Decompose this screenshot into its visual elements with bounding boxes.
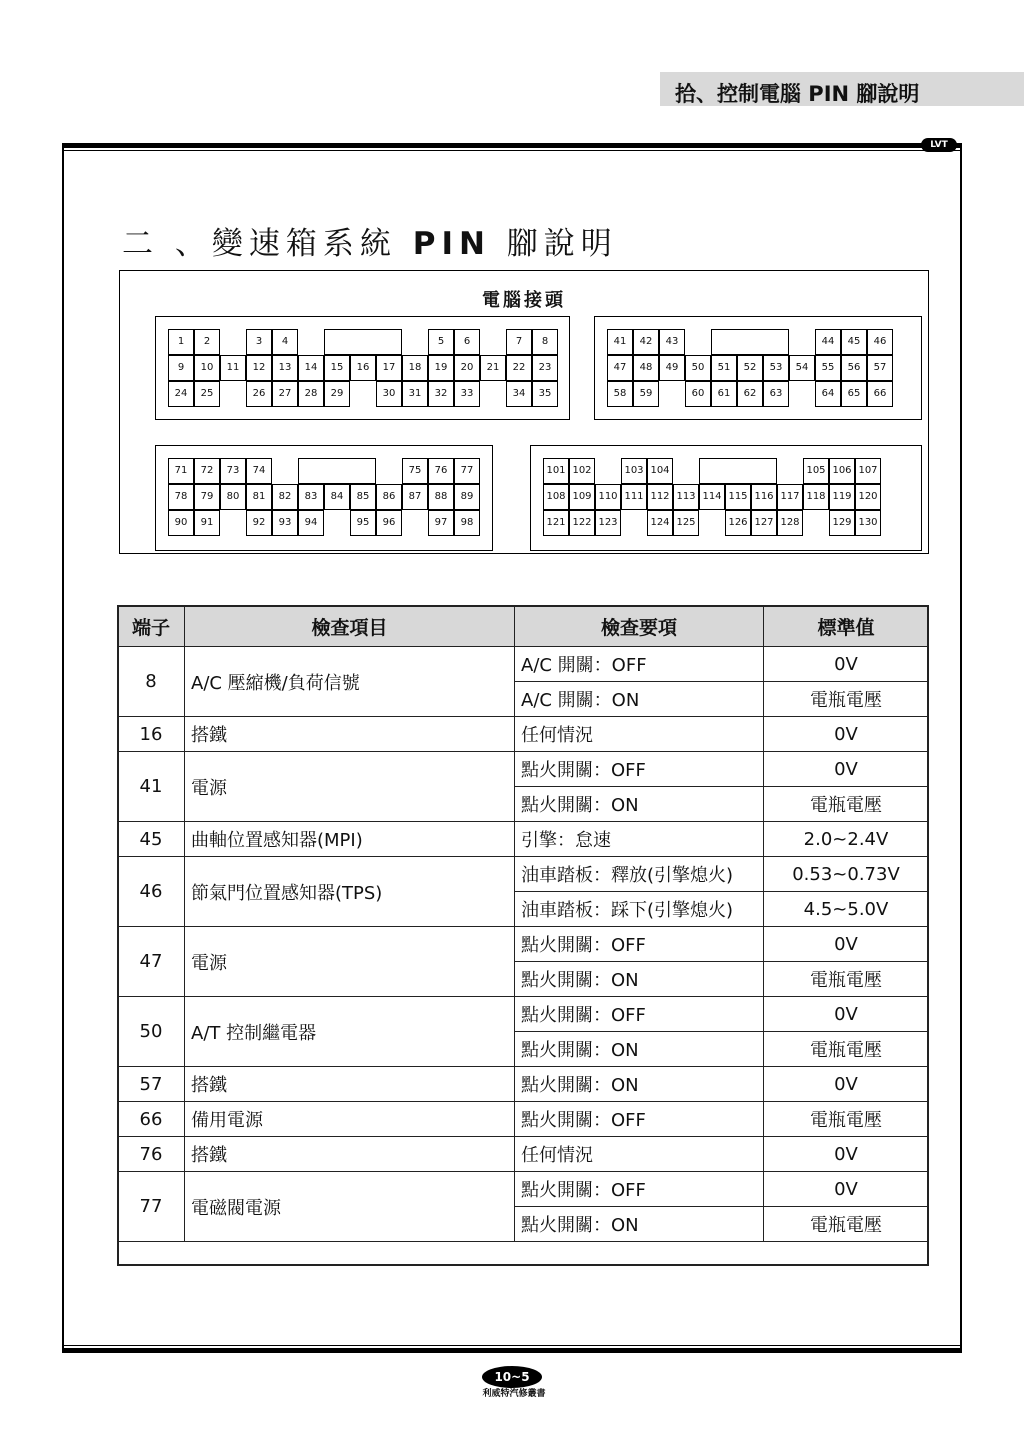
pin-cell: 124 xyxy=(647,510,673,536)
pin-cell: 47 xyxy=(607,355,633,381)
cell-condition: 引擎：怠速 xyxy=(515,822,764,857)
pin-cell: 30 xyxy=(376,381,402,407)
pin-cell: 105 xyxy=(803,458,829,484)
pin-cell: 8 xyxy=(532,329,558,355)
pin-cell: 117 xyxy=(777,484,803,510)
pin-cell: 4 xyxy=(272,329,298,355)
pin-blank-area xyxy=(711,329,789,355)
pin-cell: 62 xyxy=(737,381,763,407)
cell-value: 0V xyxy=(764,1067,929,1102)
pin-cell: 21 xyxy=(480,355,506,381)
pin-cell: 113 xyxy=(673,484,699,510)
cell-value: 0V xyxy=(764,1137,929,1172)
cell-pin: 8 xyxy=(118,647,185,717)
cell-pin: 46 xyxy=(118,857,185,927)
cell-pin: 50 xyxy=(118,997,185,1067)
cell-pin: 47 xyxy=(118,927,185,997)
pin-cell: 75 xyxy=(402,458,428,484)
pin-cell: 112 xyxy=(647,484,673,510)
pin-cell: 104 xyxy=(647,458,673,484)
pin-cell: 32 xyxy=(428,381,454,407)
section-title-suffix: 腳說明 xyxy=(490,226,618,262)
top-rule xyxy=(62,143,962,148)
pin-cell: 61 xyxy=(711,381,737,407)
table-row xyxy=(118,1172,929,1207)
pin-cell: 66 xyxy=(867,381,893,407)
pin-cell: 123 xyxy=(595,510,621,536)
pin-cell: 43 xyxy=(659,329,685,355)
pin-cell: 119 xyxy=(829,484,855,510)
cell-value: 0V xyxy=(764,997,929,1032)
cell-condition: 點火開關：OFF xyxy=(515,1172,764,1207)
cell-value: 0V xyxy=(764,927,929,962)
pin-cell: 106 xyxy=(829,458,855,484)
cell-condition: 點火開關：ON xyxy=(515,1067,764,1102)
connector-block-d xyxy=(530,445,922,551)
pin-cell: 108 xyxy=(543,484,569,510)
section-title-prefix: 二 、變速箱系統 xyxy=(122,226,413,262)
pin-cell: 77 xyxy=(454,458,480,484)
pin-cell: 65 xyxy=(841,381,867,407)
pin-cell: 6 xyxy=(454,329,480,355)
pin-cell: 58 xyxy=(607,381,633,407)
pin-cell: 118 xyxy=(803,484,829,510)
pin-cell: 86 xyxy=(376,484,402,510)
cell-pin: 77 xyxy=(118,1172,185,1242)
pin-cell: 110 xyxy=(595,484,621,510)
table-row xyxy=(118,927,929,962)
pin-cell: 128 xyxy=(777,510,803,536)
header-pin: 端子 xyxy=(118,606,185,647)
pin-cell: 9 xyxy=(168,355,194,381)
pin-cell: 49 xyxy=(659,355,685,381)
pin-cell: 42 xyxy=(633,329,659,355)
connector-diagram xyxy=(119,270,929,554)
connector-title: 電腦接頭 xyxy=(482,290,566,311)
pin-cell: 63 xyxy=(763,381,789,407)
table-row xyxy=(118,1067,929,1102)
header-cond: 檢查要項 xyxy=(515,606,764,647)
pin-cell: 17 xyxy=(376,355,402,381)
header-value: 標準值 xyxy=(764,606,929,647)
cell-value: 4.5~5.0V xyxy=(764,892,929,927)
section-title xyxy=(122,218,618,263)
pin-spec-table xyxy=(117,605,929,1242)
publisher: 利威特汽修叢書 xyxy=(482,1389,546,1399)
pin-cell: 96 xyxy=(376,510,402,536)
pin-cell: 107 xyxy=(855,458,881,484)
pin-cell: 15 xyxy=(324,355,350,381)
pin-cell: 78 xyxy=(168,484,194,510)
pin-cell: 114 xyxy=(699,484,725,510)
table-row xyxy=(118,857,929,892)
pin-blank-area xyxy=(298,458,376,484)
cell-item: 電磁閥電源 xyxy=(185,1172,515,1242)
pin-cell: 54 xyxy=(789,355,815,381)
pin-cell: 10 xyxy=(194,355,220,381)
cell-value: 電瓶電壓 xyxy=(764,962,929,997)
section-title-pin: PIN xyxy=(412,226,491,262)
cell-condition: 油車踏板：釋放(引擎熄火) xyxy=(515,857,764,892)
pin-cell: 56 xyxy=(841,355,867,381)
pin-cell: 72 xyxy=(194,458,220,484)
pin-cell: 120 xyxy=(855,484,881,510)
cell-condition: 點火開關：OFF xyxy=(515,997,764,1032)
pin-blank-area xyxy=(324,329,402,355)
cell-item: 搭鐵 xyxy=(185,1137,515,1172)
cell-condition: 點火開關：ON xyxy=(515,1032,764,1067)
header-item: 檢查項目 xyxy=(185,606,515,647)
pin-cell: 2 xyxy=(194,329,220,355)
pin-cell: 50 xyxy=(685,355,711,381)
table-row xyxy=(118,647,929,682)
cell-pin: 57 xyxy=(118,1067,185,1102)
pin-cell: 1 xyxy=(168,329,194,355)
pin-cell: 74 xyxy=(246,458,272,484)
pin-cell: 84 xyxy=(324,484,350,510)
pin-cell: 80 xyxy=(220,484,246,510)
pin-cell: 46 xyxy=(867,329,893,355)
pin-cell: 76 xyxy=(428,458,454,484)
pin-cell: 88 xyxy=(428,484,454,510)
pin-cell: 115 xyxy=(725,484,751,510)
pin-cell: 24 xyxy=(168,381,194,407)
pin-cell: 45 xyxy=(841,329,867,355)
pin-cell: 23 xyxy=(532,355,558,381)
cell-pin: 45 xyxy=(118,822,185,857)
pin-cell: 19 xyxy=(428,355,454,381)
pin-cell: 12 xyxy=(246,355,272,381)
pin-cell: 55 xyxy=(815,355,841,381)
pin-cell: 64 xyxy=(815,381,841,407)
cell-condition: A/C 開關：ON xyxy=(515,682,764,717)
pin-cell: 90 xyxy=(168,510,194,536)
cell-value: 0V xyxy=(764,647,929,682)
pin-cell: 101 xyxy=(543,458,569,484)
pin-cell: 130 xyxy=(855,510,881,536)
connector-block-c xyxy=(155,445,493,551)
pin-cell: 83 xyxy=(298,484,324,510)
pin-cell: 87 xyxy=(402,484,428,510)
cell-value: 電瓶電壓 xyxy=(764,682,929,717)
logo: LVT xyxy=(921,138,957,152)
pin-cell: 89 xyxy=(454,484,480,510)
pin-cell: 22 xyxy=(506,355,532,381)
pin-cell: 129 xyxy=(829,510,855,536)
pin-cell: 121 xyxy=(543,510,569,536)
pin-cell: 41 xyxy=(607,329,633,355)
pin-cell: 27 xyxy=(272,381,298,407)
bottom-rule-thin xyxy=(62,1345,962,1346)
cell-value: 電瓶電壓 xyxy=(764,1032,929,1067)
pin-cell: 31 xyxy=(402,381,428,407)
pin-cell: 98 xyxy=(454,510,480,536)
table-row xyxy=(118,1137,929,1172)
pin-cell: 94 xyxy=(298,510,324,536)
pin-cell: 53 xyxy=(763,355,789,381)
pin-cell: 79 xyxy=(194,484,220,510)
table-row xyxy=(118,1102,929,1137)
pin-cell: 7 xyxy=(506,329,532,355)
bottom-rule xyxy=(62,1348,962,1353)
cell-pin: 66 xyxy=(118,1102,185,1137)
pin-cell: 16 xyxy=(350,355,376,381)
cell-value: 0V xyxy=(764,752,929,787)
cell-condition: 任何情況 xyxy=(515,717,764,752)
cell-value: 0V xyxy=(764,1172,929,1207)
pin-cell: 71 xyxy=(168,458,194,484)
top-rule-thin xyxy=(62,150,962,151)
pin-cell: 14 xyxy=(298,355,324,381)
cell-value: 0V xyxy=(764,717,929,752)
pin-cell: 52 xyxy=(737,355,763,381)
pin-cell: 103 xyxy=(621,458,647,484)
cell-value: 電瓶電壓 xyxy=(764,1102,929,1137)
cell-condition: A/C 開關：OFF xyxy=(515,647,764,682)
connector-block-b xyxy=(594,316,922,420)
cell-item: 電源 xyxy=(185,752,515,822)
page-number: 10~5 xyxy=(482,1366,542,1388)
connector-block-a xyxy=(155,316,570,420)
cell-condition: 油車踏板：踩下(引擎熄火) xyxy=(515,892,764,927)
cell-item: 節氣門位置感知器(TPS) xyxy=(185,857,515,927)
cell-condition: 點火開關：OFF xyxy=(515,927,764,962)
pin-cell: 82 xyxy=(272,484,298,510)
pin-cell: 29 xyxy=(324,381,350,407)
cell-item: 搭鐵 xyxy=(185,1067,515,1102)
pin-cell: 92 xyxy=(246,510,272,536)
cell-value: 電瓶電壓 xyxy=(764,787,929,822)
cell-condition: 點火開關：ON xyxy=(515,962,764,997)
pin-cell: 26 xyxy=(246,381,272,407)
chapter-title: 拾、控制電腦 PIN 腳說明 xyxy=(675,82,920,106)
pin-cell: 116 xyxy=(751,484,777,510)
cell-item: A/C 壓縮機/負荷信號 xyxy=(185,647,515,717)
table-row xyxy=(118,752,929,787)
table-row xyxy=(118,717,929,752)
pin-cell: 93 xyxy=(272,510,298,536)
cell-value: 0.53~0.73V xyxy=(764,857,929,892)
left-border xyxy=(62,148,64,1350)
table-body xyxy=(118,647,929,1242)
pin-cell: 85 xyxy=(350,484,376,510)
pin-cell: 44 xyxy=(815,329,841,355)
right-border xyxy=(960,148,962,1350)
cell-item: 曲軸位置感知器(MPI) xyxy=(185,822,515,857)
cell-condition: 點火開關：ON xyxy=(515,1207,764,1242)
cell-condition: 點火開關：OFF xyxy=(515,1102,764,1137)
pin-cell: 33 xyxy=(454,381,480,407)
pin-cell: 20 xyxy=(454,355,480,381)
table-row xyxy=(118,997,929,1032)
pin-cell: 95 xyxy=(350,510,376,536)
pin-cell: 126 xyxy=(725,510,751,536)
cell-condition: 點火開關：OFF xyxy=(515,752,764,787)
pin-cell: 102 xyxy=(569,458,595,484)
pin-cell: 13 xyxy=(272,355,298,381)
pin-cell: 122 xyxy=(569,510,595,536)
pin-cell: 3 xyxy=(246,329,272,355)
pin-cell: 97 xyxy=(428,510,454,536)
table-row xyxy=(118,822,929,857)
pin-cell: 127 xyxy=(751,510,777,536)
pin-cell: 35 xyxy=(532,381,558,407)
pin-cell: 28 xyxy=(298,381,324,407)
pin-cell: 81 xyxy=(246,484,272,510)
pin-cell: 51 xyxy=(711,355,737,381)
cell-item: 備用電源 xyxy=(185,1102,515,1137)
pin-cell: 60 xyxy=(685,381,711,407)
cell-pin: 41 xyxy=(118,752,185,822)
cell-value: 電瓶電壓 xyxy=(764,1207,929,1242)
cell-pin: 76 xyxy=(118,1137,185,1172)
cell-condition: 任何情況 xyxy=(515,1137,764,1172)
cell-item: 電源 xyxy=(185,927,515,997)
table-header-row xyxy=(118,606,929,647)
cell-condition: 點火開關：ON xyxy=(515,787,764,822)
pin-blank-area xyxy=(699,458,777,484)
pin-cell: 73 xyxy=(220,458,246,484)
pin-cell: 91 xyxy=(194,510,220,536)
pin-cell: 18 xyxy=(402,355,428,381)
pin-cell: 111 xyxy=(621,484,647,510)
pin-cell: 125 xyxy=(673,510,699,536)
pin-cell: 34 xyxy=(506,381,532,407)
pin-cell: 25 xyxy=(194,381,220,407)
cell-pin: 16 xyxy=(118,717,185,752)
cell-value: 2.0~2.4V xyxy=(764,822,929,857)
pin-cell: 48 xyxy=(633,355,659,381)
pin-cell: 11 xyxy=(220,355,246,381)
pin-cell: 5 xyxy=(428,329,454,355)
cell-item: A/T 控制繼電器 xyxy=(185,997,515,1067)
cell-item: 搭鐵 xyxy=(185,717,515,752)
pin-cell: 59 xyxy=(633,381,659,407)
pin-cell: 57 xyxy=(867,355,893,381)
pin-cell: 109 xyxy=(569,484,595,510)
